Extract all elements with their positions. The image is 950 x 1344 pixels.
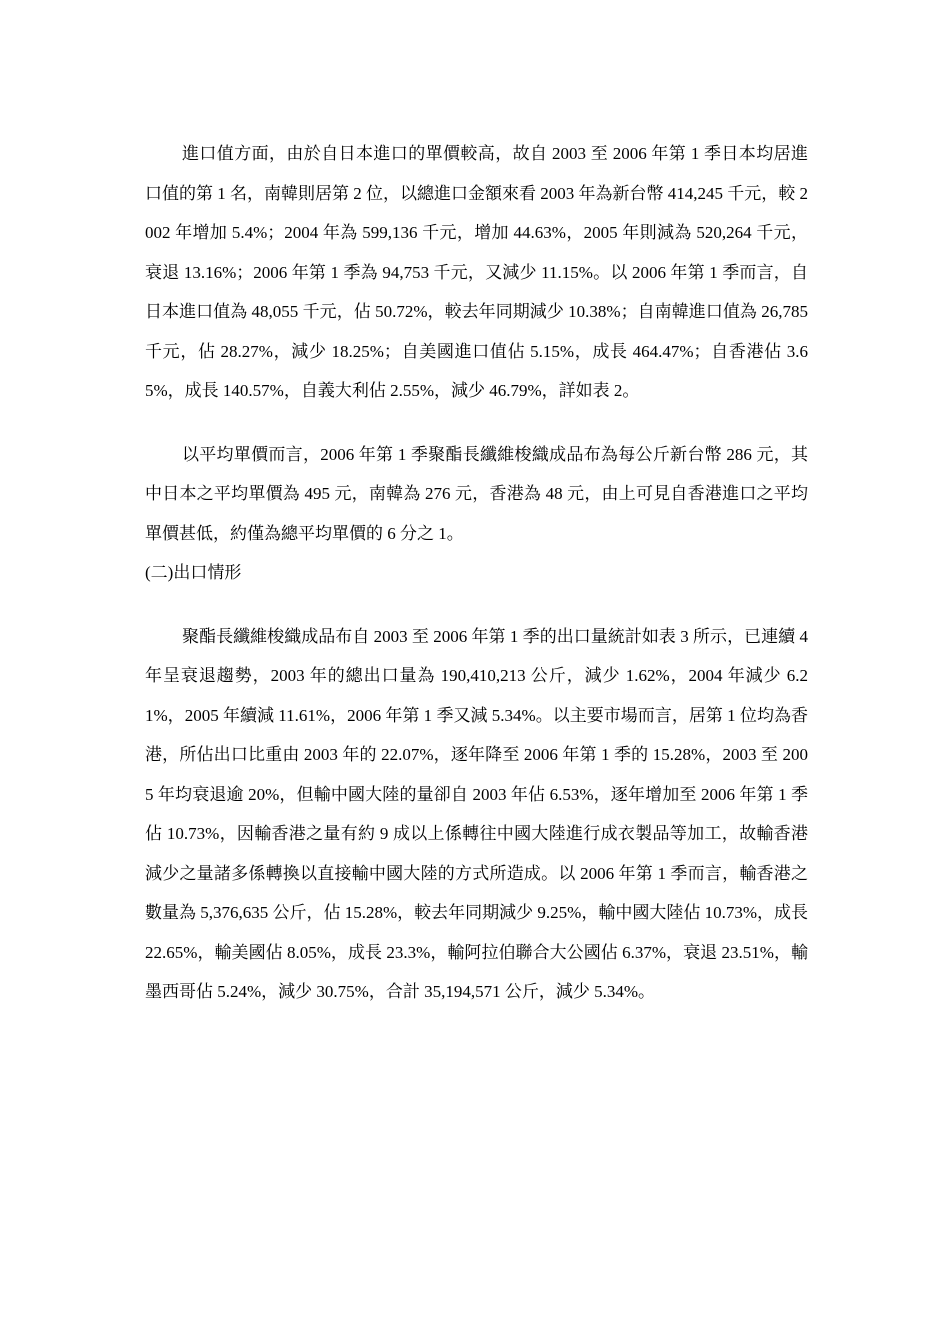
- import-value-paragraph: 進口值方面，由於自日本進口的單價較高，故自 2003 至 2006 年第 1 季日本均居進口值的第 1 名，南韓則居第 2 位，以總進口金額來看 2003 年為新台幣 414,245 千元，較 2002 年增加 5.4%；2004 年為 599,136 千元，增加 44.63%，2005 年則減為 520,264 千元，衰退 13.16%；2006 年第 1 季為 94,753 千元，又減少 11.15%。以 2006 年第 1 季而言，自日本進口值為 48,055 千元，佔 50.72%，較去年同期減少 10.38%；自南韓進口值為 26,785 千元，佔 28.27%，減少 18.25%；自美國進口值佔 5.15%，成長 464.47%；自香港佔 3.65%，成長 140.57%，自義大利佔 2.55%，減少 46.79%，詳如表 2。: [145, 144, 808, 400]
- document-body: [145, 134, 808, 1012]
- section-heading: (二)出口情形: [145, 563, 242, 582]
- average-price-paragraph: 以平均單價而言，2006 年第 1 季聚酯長纖維梭織成品布為每公斤新台幣 286 元，其中日本之平均單價為 495 元，南韓為 276 元，香港為 48 元，由上可見自香港進口之平均單價甚低，約僅為總平均單價的 6 分之 1。: [145, 444, 808, 543]
- export-paragraph: 聚酯長纖維梭織成品布自 2003 至 2006 年第 1 季的出口量統計如表 3 所示，已連續 4 年呈衰退趨勢，2003 年的總出口量為 190,410,213 公斤，減少 1.62%，2004 年減少 6.21%，2005 年續減 11.61%，2006 年第 1 季又減 5.34%。以主要市場而言，居第 1 位均為香港，所佔出口比重由 2003 年的 22.07%，逐年降至 2006 年第 1 季的 15.28%，2003 至 2005 年均衰退逾 20%，但輸中國大陸的量卻自 2003 年佔 6.53%，逐年增加至 2006 年第 1 季佔 10.73%，因輸香港之量有約 9 成以上係轉往中國大陸進行成衣製品等加工，故輸香港減少之量諸多係轉換以直接輸中國大陸的方式所造成。以 2006 年第 1 季而言，輸香港之數量為 5,376,635 公斤，佔 15.28%，較去年同期減少 9.25%，輸中國大陸佔 10.73%，成長 22.65%，輸美國佔 8.05%，成長 23.3%，輸阿拉伯聯合大公國佔 6.37%，衰退 23.51%，輸墨西哥佔 5.24%，減少 30.75%，合計 35,194,571 公斤，減少 5.34%。: [145, 626, 808, 1001]
